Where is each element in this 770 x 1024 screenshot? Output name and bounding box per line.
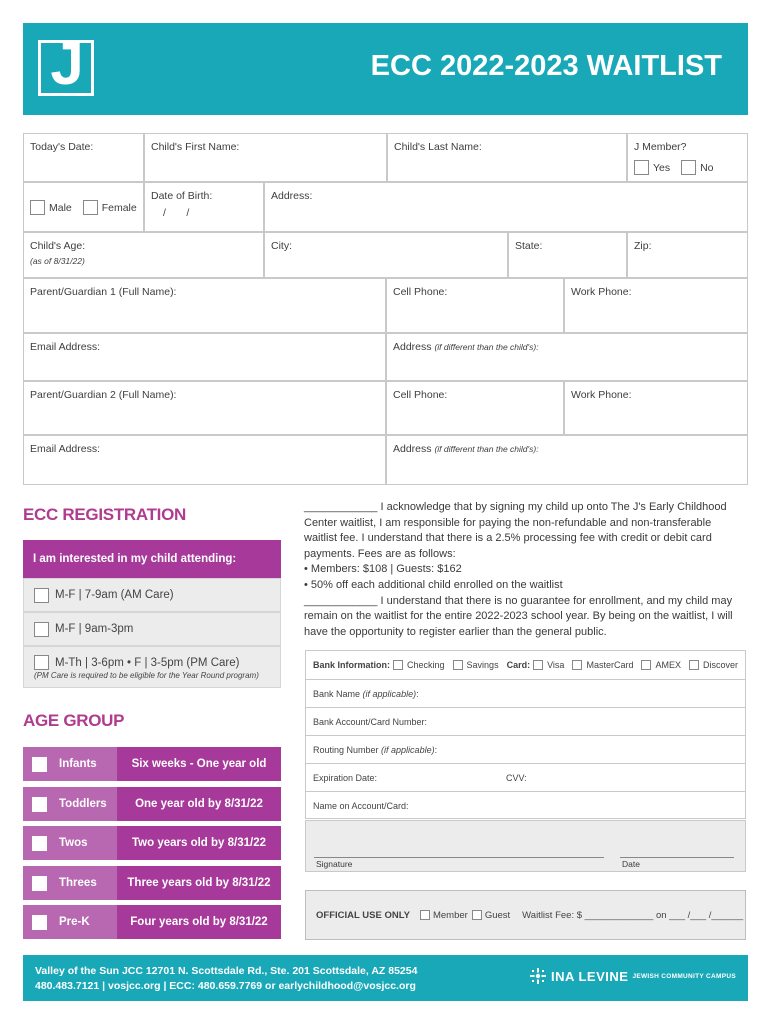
page-title: ECC 2022-2023 WAITLIST	[370, 50, 722, 82]
city-field[interactable]	[264, 232, 508, 278]
bank-name-field[interactable]: Bank Name (if applicable) :	[306, 680, 745, 708]
parent1-cell-phone-field[interactable]	[386, 278, 564, 333]
parent2-name-field[interactable]	[23, 381, 386, 435]
address-label: Address	[393, 341, 432, 353]
visa-checkbox[interactable]	[533, 660, 543, 670]
date-of-birth-label: Date of Birth:	[151, 190, 213, 202]
age-name: Threes	[59, 877, 97, 889]
female-checkbox[interactable]	[83, 200, 98, 215]
age-desc: Two years old by 8/31/22	[117, 826, 281, 860]
cell-phone-label: Cell Phone:	[393, 389, 448, 401]
female-label: Female	[101, 201, 137, 214]
bank-info-row	[306, 651, 745, 680]
parent1-name-field[interactable]	[23, 278, 386, 333]
guest-checkbox[interactable]	[472, 910, 482, 920]
work-phone-label: Work Phone:	[571, 389, 632, 401]
fee-bullet-2: • 50% off each additional child enrolled on the waitlist	[304, 578, 563, 591]
account-number-field[interactable]	[306, 708, 745, 736]
option-pm-care[interactable]	[23, 646, 281, 688]
bank-info-label: Bank Information:	[313, 660, 391, 670]
address-note: (if different than the child's):	[434, 342, 539, 352]
age-row-toddlers[interactable]	[23, 787, 281, 821]
infants-checkbox[interactable]	[32, 757, 47, 772]
mastercard-label: MasterCard	[586, 660, 634, 670]
age-desc: Six weeks - One year old	[117, 747, 281, 781]
if-applicable-note: (if applicable)	[381, 744, 435, 755]
brand-subtitle: JEWISH COMMUNITY CAMPUS	[632, 972, 736, 980]
date-label: Date	[622, 859, 640, 869]
age-name: Twos	[59, 837, 88, 849]
amex-checkbox[interactable]	[641, 660, 651, 670]
cell-phone-label: Cell Phone:	[393, 286, 448, 298]
bank-name-label: Bank Name	[313, 688, 361, 699]
zip-label: Zip:	[634, 240, 652, 252]
todays-date-label: Today's Date:	[30, 141, 94, 153]
j-member-yes-checkbox[interactable]	[634, 160, 649, 175]
name-on-account-label: Name on Account/Card:	[313, 800, 409, 811]
account-number-label: Bank Account/Card Number:	[313, 716, 428, 727]
fee-bullet-1: • Members: $108 | Guests: $162	[304, 563, 462, 576]
child-last-name-label: Child's Last Name:	[394, 141, 482, 153]
discover-checkbox[interactable]	[689, 660, 699, 670]
male-label: Male	[49, 201, 72, 214]
child-first-name-label: Child's First Name:	[151, 141, 240, 153]
age-name: Pre-K	[59, 916, 90, 928]
footer-address: Valley of the Sun JCC 12701 N. Scottsdale Rd., Ste. 201 Scottsdale, AZ 85254	[35, 965, 418, 977]
age-name: Toddlers	[59, 798, 107, 810]
parent1-address-field[interactable]	[386, 333, 748, 381]
parent2-work-phone-field[interactable]	[564, 381, 748, 435]
bank-info-box	[305, 650, 746, 819]
age-desc: Three years old by 8/31/22	[117, 866, 281, 900]
routing-number-label: Routing Number	[313, 744, 379, 755]
if-applicable-note: (if applicable)	[362, 688, 417, 699]
age-desc: Four years old by 8/31/22	[117, 905, 281, 939]
interest-bar: I am interested in my child attending:	[23, 540, 281, 578]
visa-label: Visa	[547, 660, 565, 670]
address-field[interactable]	[264, 182, 748, 232]
j-member-label: J Member?	[634, 141, 687, 153]
childs-age-field[interactable]	[23, 232, 264, 278]
day-label: M-F | 9am-3pm	[55, 623, 134, 635]
ecc-registration-title: ECC REGISTRATION	[23, 505, 187, 524]
parent1-email-field[interactable]	[23, 333, 386, 381]
member-label: Member	[432, 909, 468, 921]
state-label: State:	[515, 240, 543, 252]
expiration-cvv-row[interactable]	[306, 764, 745, 792]
date-of-birth-field[interactable]	[144, 182, 264, 232]
dob-format: / /	[163, 207, 190, 219]
parent2-email-field[interactable]	[23, 435, 386, 485]
no-label: No	[700, 161, 714, 174]
am-care-label: M-F | 7-9am (AM Care)	[55, 589, 174, 601]
parent1-label: Parent/Guardian 1 (Full Name):	[30, 286, 177, 298]
option-day[interactable]	[23, 612, 281, 646]
age-group-title: AGE GROUP	[23, 711, 125, 730]
ack-blank-1[interactable]: ____________	[304, 501, 378, 513]
age-name: Infants	[59, 758, 97, 770]
pm-care-note: (PM Care is required to be eligible for the Year Round program)	[34, 671, 259, 680]
age-row-twos[interactable]	[23, 826, 281, 860]
parent2-label: Parent/Guardian 2 (Full Name):	[30, 389, 177, 401]
todays-date-field[interactable]	[23, 133, 144, 182]
cvv-label: CVV:	[506, 772, 527, 783]
official-use-label: OFFICIAL USE ONLY	[316, 909, 410, 921]
brand-name: INA LEVINE	[550, 968, 629, 984]
male-checkbox[interactable]	[30, 200, 45, 215]
toddlers-checkbox[interactable]	[32, 797, 47, 812]
ina-levine-logo	[530, 968, 736, 984]
footer-banner	[23, 955, 748, 1001]
campus-logo-icon	[530, 968, 546, 984]
day-checkbox[interactable]	[34, 622, 49, 637]
am-care-checkbox[interactable]	[34, 588, 49, 603]
prek-checkbox[interactable]	[32, 915, 47, 930]
ack-blank-2[interactable]: ____________	[304, 594, 378, 607]
checking-checkbox[interactable]	[393, 660, 403, 670]
card-label: Card:	[506, 660, 531, 670]
checking-label: Checking	[407, 660, 445, 670]
age-row-prek[interactable]	[23, 905, 281, 939]
j-member-no-checkbox[interactable]	[681, 160, 696, 175]
ack-text-2: I understand that there is no guarantee for enrollment, and my child may remain on the waitlist for the entire 2022-2023 school year. By being on the waitlist, I will have the opportunity to register earlier than the general public.	[304, 594, 733, 638]
age-note: (as of 8/31/22)	[30, 256, 85, 266]
address-label: Address	[393, 443, 432, 455]
zip-field[interactable]	[627, 232, 748, 278]
savings-label: Savings	[466, 660, 499, 670]
pm-care-label: M-Th | 3-6pm • F | 3-5pm (PM Care)	[55, 656, 240, 669]
work-phone-label: Work Phone:	[571, 286, 632, 298]
option-am-care[interactable]	[23, 578, 281, 612]
parent2-address-field[interactable]	[386, 435, 748, 485]
j-member-field	[627, 133, 748, 182]
date-line	[620, 857, 734, 858]
member-checkbox[interactable]	[420, 910, 430, 920]
guest-label: Guest	[484, 909, 511, 921]
city-label: City:	[271, 240, 292, 252]
yes-label: Yes	[653, 161, 671, 174]
child-last-name-field[interactable]	[387, 133, 627, 182]
waitlist-fee-field[interactable]: Waitlist Fee: $ _____________ on ___ /___ /______	[522, 909, 744, 921]
age-row-infants[interactable]	[23, 747, 281, 781]
email-label: Email Address:	[30, 341, 101, 353]
signature-label: Signature	[316, 859, 353, 869]
amex-label: AMEX	[655, 660, 681, 670]
routing-number-field[interactable]: Routing Number (if applicable) :	[306, 736, 745, 764]
threes-checkbox[interactable]	[32, 876, 47, 891]
age-row-threes[interactable]	[23, 866, 281, 900]
acknowledgement-text	[304, 500, 744, 640]
childs-age-label: Child's Age:	[30, 240, 86, 252]
signature-line	[314, 857, 604, 858]
address-label: Address:	[271, 190, 313, 202]
savings-checkbox[interactable]	[453, 660, 463, 670]
email-label: Email Address:	[30, 443, 101, 455]
official-use-box	[305, 890, 746, 940]
expiration-label: Expiration Date:	[313, 772, 378, 783]
gender-field	[23, 182, 144, 232]
child-first-name-field[interactable]	[144, 133, 387, 182]
address-note: (if different than the child's):	[434, 444, 539, 454]
ack-text-1: I acknowledge that by signing my child up onto The J's Early Childhood Center waitlist, I am responsible for paying the non-refundable and non-transferable waitlist fee. I understand that there is a 2.5% processing fee with credit or debit card payments. Fees are as follows:	[304, 501, 727, 560]
twos-checkbox[interactable]	[32, 836, 47, 851]
name-on-account-field[interactable]	[306, 792, 745, 819]
parent1-work-phone-field[interactable]	[564, 278, 748, 333]
age-desc: One year old by 8/31/22	[117, 787, 281, 821]
pm-care-checkbox[interactable]	[34, 655, 49, 670]
signature-box[interactable]	[305, 820, 746, 872]
footer-contact[interactable]: 480.483.7121 | vosjcc.org | ECC: 480.659.7769 or earlychildhood@vosjcc.org	[35, 980, 416, 992]
state-field[interactable]	[508, 232, 627, 278]
parent2-cell-phone-field[interactable]	[386, 381, 564, 435]
discover-label: Discover	[702, 660, 738, 670]
mastercard-checkbox[interactable]	[572, 660, 582, 670]
logo-letter: J	[50, 30, 82, 97]
